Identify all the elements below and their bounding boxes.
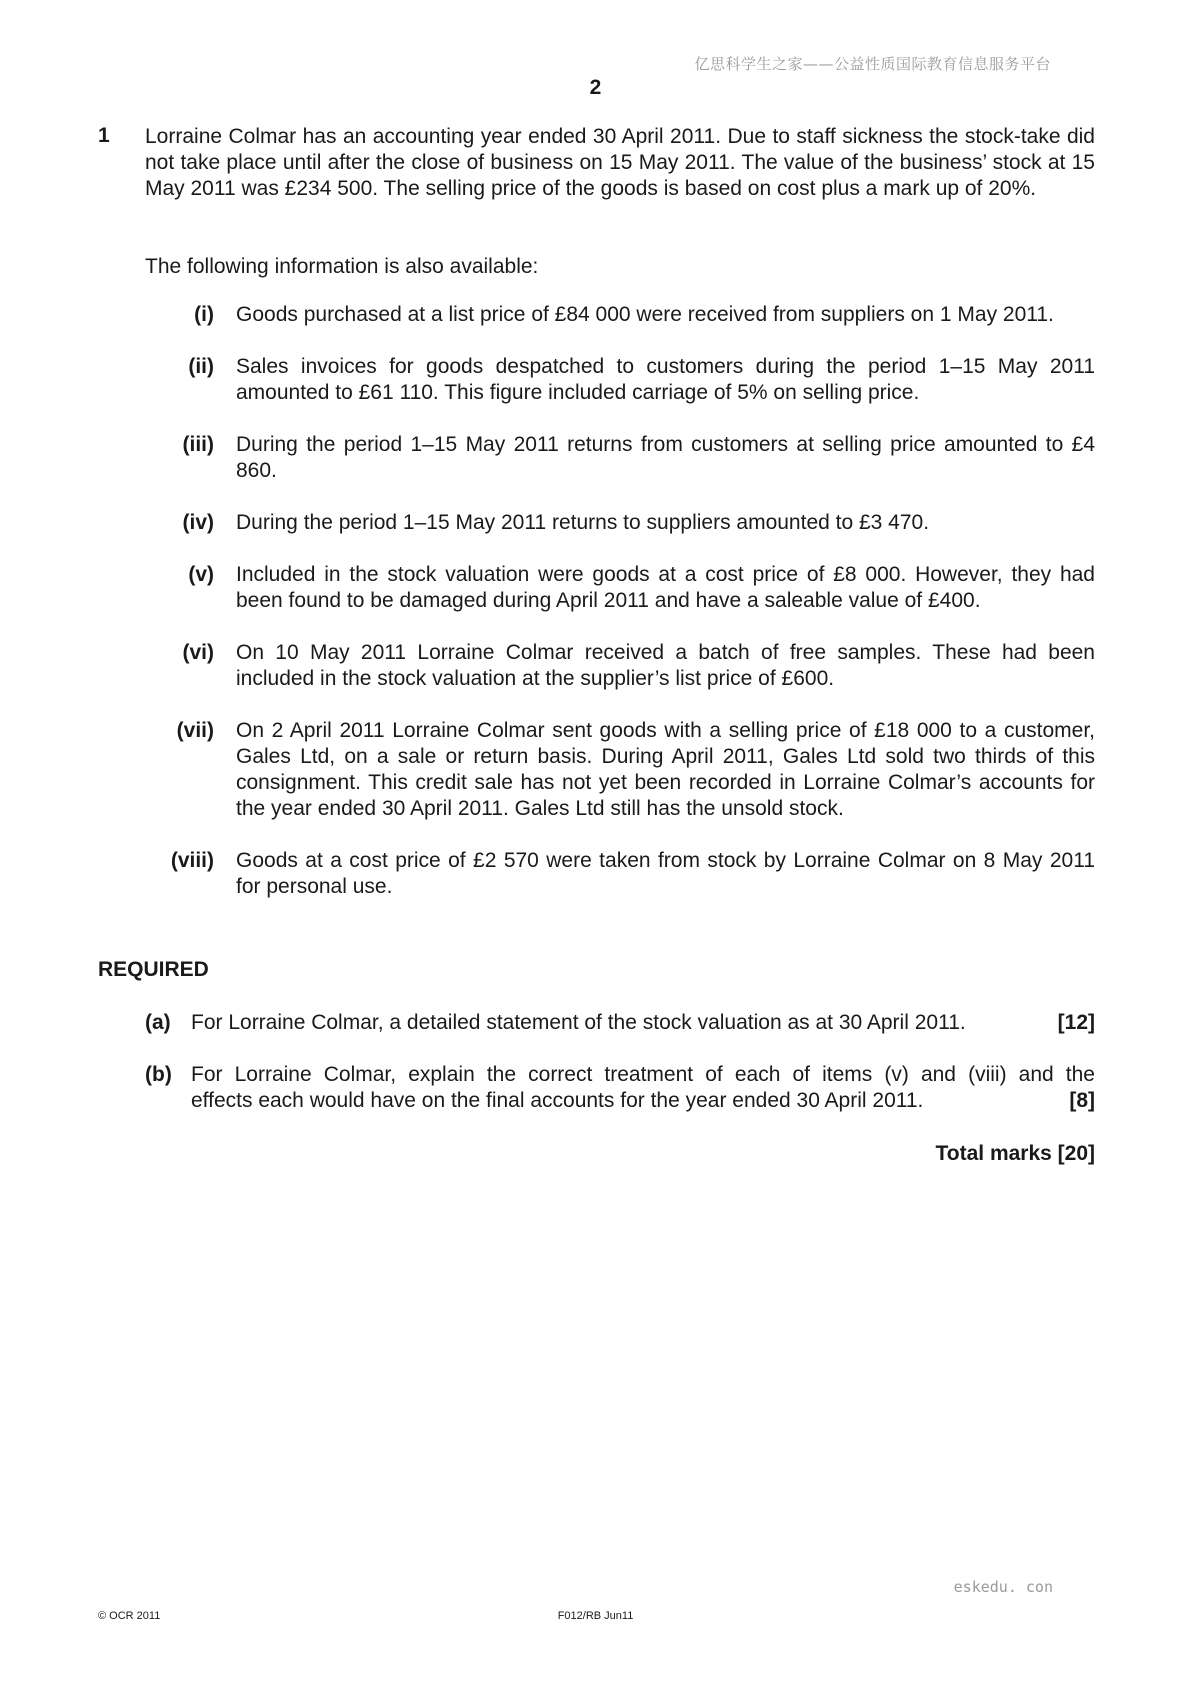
item-label: (vii): [176, 719, 214, 742]
part-a-question: For Lorraine Colmar, a detailed statement of the stock valuation as at 30 April 2011.: [191, 1011, 966, 1034]
item-text: Goods purchased at a list price of £84 000 were received from suppliers on 1 May 2011.: [236, 303, 1054, 326]
item-text: Sales invoices for goods despatched to customers during the period 1–15 May 2011 amounted to £61 110. This figure included carriage of 5% on selling price.: [236, 355, 1095, 404]
question-number: 1: [98, 124, 110, 147]
part-text: [191, 1062, 1095, 1114]
watermark-bottom: eskedu. con: [953, 1578, 1053, 1596]
question-intro: Lorraine Colmar has an accounting year ended 30 April 2011. Due to staff sickness the stock-take did not take place until after the close of business on 15 May 2011. The value of the business’ stock at 15 May 2011 was £234 500. The selling price of the goods is based on cost plus a mark up of 20%.: [145, 125, 1095, 200]
part-b-line2-row: [191, 1088, 1095, 1114]
footer-copyright: © OCR 2011: [98, 1610, 161, 1622]
footer-code: F012/RB Jun11: [557, 1610, 634, 1622]
marks-badge: [8]: [1069, 1089, 1095, 1112]
part-b-line1: For Lorraine Colmar, explain the correct treatment of each of items (v) and (viii) and the: [191, 1063, 1095, 1086]
list-item: [150, 562, 1095, 614]
required-heading: REQUIRED: [98, 958, 209, 981]
info-line: The following information is also available:: [145, 255, 539, 278]
item-text: On 10 May 2011 Lorraine Colmar received a batch of free samples. These had been included in the stock valuation at the supplier’s list price of £600.: [236, 641, 1095, 690]
list-item: [150, 640, 1095, 692]
marks-badge: [12]: [1057, 1011, 1095, 1034]
part-b: [145, 1062, 1095, 1114]
part-b-line2: effects each would have on the final accounts for the year ended 30 April 2011.: [191, 1089, 924, 1112]
list-item: [150, 432, 1095, 484]
item-label: (v): [188, 563, 214, 586]
list-item: [150, 848, 1095, 900]
item-text: Goods at a cost price of £2 570 were taken from stock by Lorraine Colmar on 8 May 2011 for personal use.: [236, 849, 1095, 898]
list-item: [150, 510, 1095, 536]
item-label: (vi): [182, 641, 214, 664]
item-text: On 2 April 2011 Lorraine Colmar sent goods with a selling price of £18 000 to a customer, Gales Ltd, on a sale or return basis. During April 2011, Gales Ltd sold two thirds of this consignment. This credit sale has not yet been recorded in Lorraine Colmar’s accounts for the year ended 30 April 2011. Gales Ltd still has the unsold stock.: [236, 719, 1095, 820]
item-label: (ii): [188, 355, 214, 378]
part-label: (a): [145, 1011, 171, 1034]
item-label: (viii): [170, 849, 214, 872]
item-text: Included in the stock valuation were goods at a cost price of £8 000. However, they had been found to be damaged during April 2011 and have a saleable value of £400.: [236, 563, 1095, 612]
list-item: [150, 718, 1095, 822]
item-label: (i): [194, 303, 214, 326]
page-number: 2: [589, 76, 602, 99]
list-item: [150, 302, 1095, 328]
item-label: (iv): [182, 511, 214, 534]
list-item: [150, 354, 1095, 406]
item-text: During the period 1–15 May 2011 returns to suppliers amounted to £3 470.: [236, 511, 930, 534]
part-label: (b): [145, 1063, 172, 1086]
watermark-top: 亿思科学生之家——公益性质国际教育信息服务平台: [694, 55, 1051, 73]
part-text: [191, 1010, 1095, 1036]
part-a: [145, 1010, 1095, 1036]
item-text: During the period 1–15 May 2011 returns from customers at selling price amounted to £4 860.: [236, 433, 1095, 482]
item-label: (iii): [182, 433, 214, 456]
total-marks: Total marks [20]: [935, 1142, 1095, 1165]
